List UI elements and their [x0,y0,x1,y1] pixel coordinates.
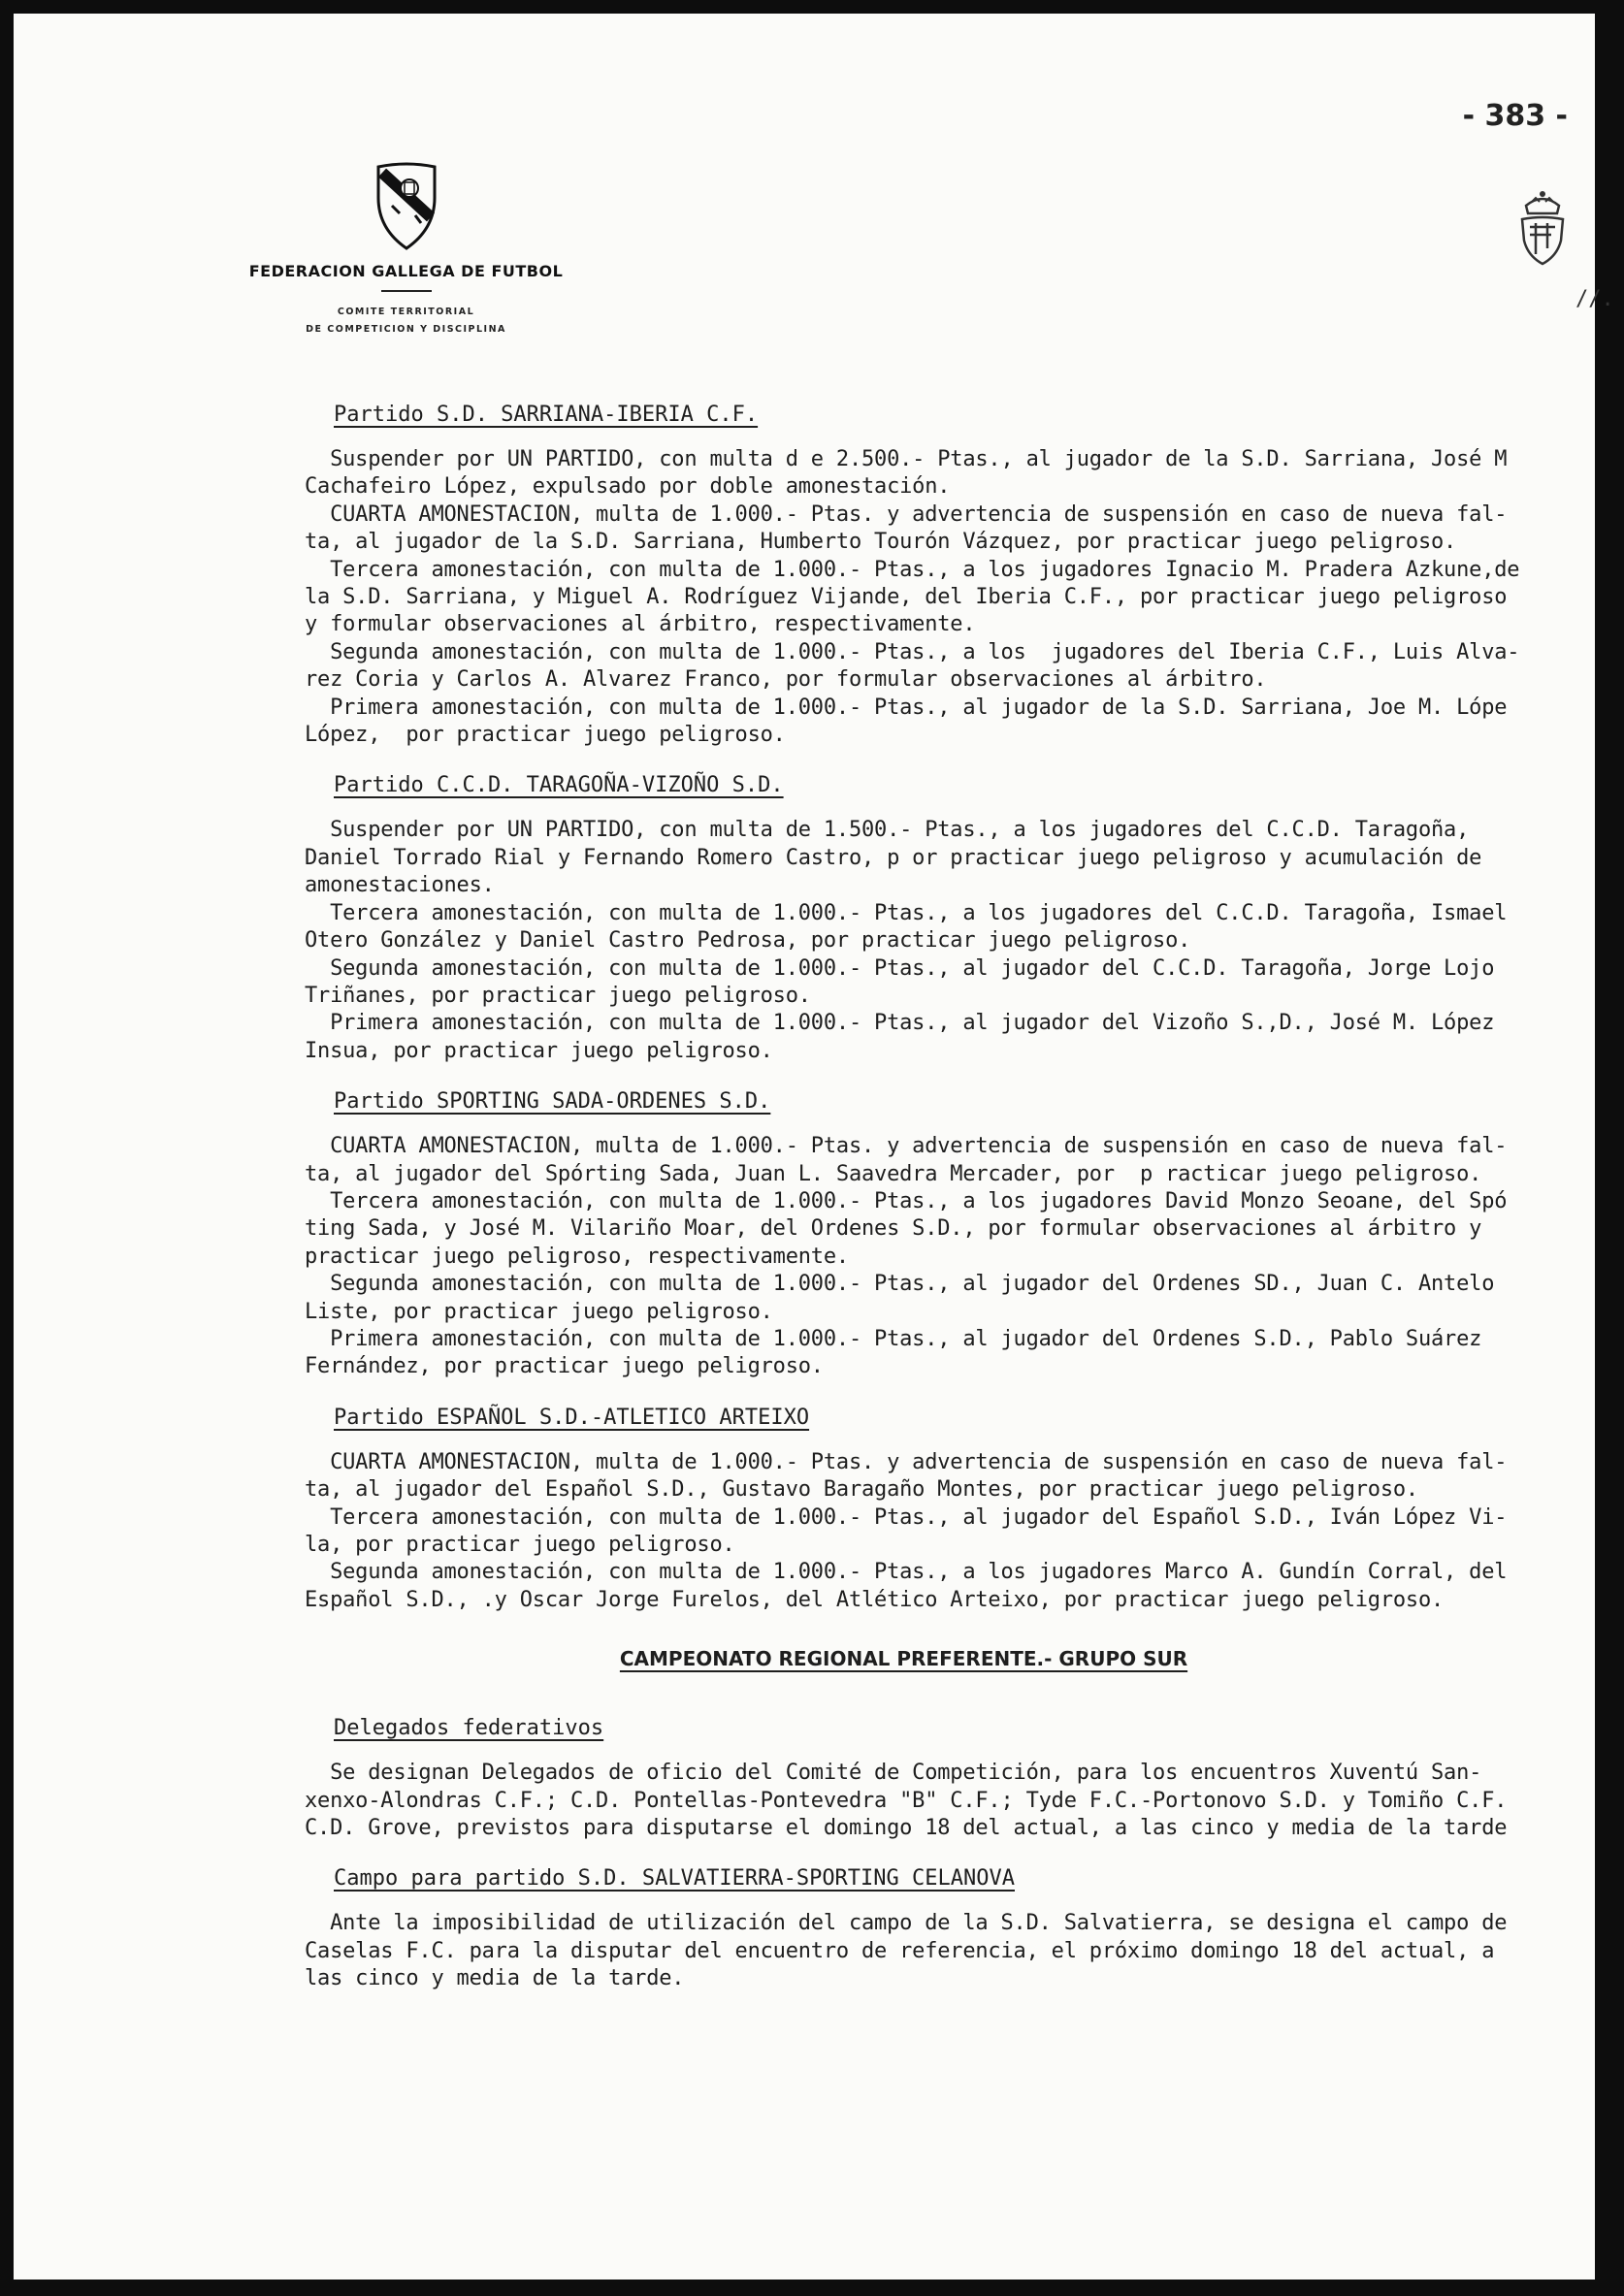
paragraph: Se designan Delegados de oficio del Comité de Competición, para los encuentros Xuventú San- xenxo-Alondras C.F.; C.D. Pontellas-Pontevedra "B" C.F.; Tyde F.C.-Portonovo S.D. y Tomiño C.F. C.D. Grove, previstos para disputarse el domingo 18 del actual, a las cinco y media de la tarde [305,1761,1508,1841]
section-heading: Partido C.C.D. TARAGOÑA-VIZOÑO S.D. [334,773,784,798]
section-delegados [305,1715,1609,1842]
paragraph: CUARTA AMONESTACION, multa de 1.000.- Ptas. y advertencia de suspensión en caso de nueva fal- ta, al jugador de la S.D. Sarriana, Humberto Tourón Vázquez, por practicar juego peligroso. [305,501,1508,555]
committee-line-1: COMITE TERRITORIAL [337,307,475,317]
section-heading: Partido ESPAÑOL S.D.-ATLETICO ARTEIXO [334,1405,810,1430]
paragraph: CUARTA AMONESTACION, multa de 1.000.- Ptas. y advertencia de suspensión en caso de nueva fal- ta, al jugador del Spórting Sada, Juan L. Saavedra Mercader, por p racticar juego peligroso. [305,1134,1508,1186]
paragraph: Segunda amonestación, con multa de 1.000.- Ptas., al jugador del Ordenes SD., Juan C. Antelo Liste, por practicar juego peligroso. [305,1272,1495,1324]
section-heading: Partido SPORTING SADA-ORDENES S.D. [334,1089,771,1115]
letterhead [239,159,573,339]
continuation-mark: //. [1575,287,1614,311]
document-body [305,402,1609,1993]
paragraph: Tercera amonestación, con multa de 1.000.- Ptas., a los jugadores Ignacio M. Pradera Azkune,de la S.D. Sarriana, y Miguel A. Rodríguez Vijande, del Iberia C.F., por practicar juego peligroso y formular observaciones al árbitro, respectivamente. [305,557,1520,637]
section-heading: Delegados federativos [334,1716,604,1741]
paragraph: Tercera amonestación, con multa de 1.000.- Ptas., a los jugadores David Monzo Seoane, del Spó ting Sada, y José M. Vilariño Moar, del Ordenes S.D., por formular observaciones al árbitro y practicar juego peligroso, respectivamente. [305,1188,1508,1269]
paragraph: Primera amonestación, con multa de 1.000.- Ptas., al jugador del Vizoño S.,D., José M. López Insua, por practicar juego peligroso. [305,1011,1495,1063]
paragraph: Tercera amonestación, con multa de 1.000.- Ptas., al jugador del Español S.D., Iván López Vi- la, por practicar juego peligroso. [305,1504,1508,1557]
section-heading: Campo para partido S.D. SALVATIERRA-SPORTING CELANOVA [334,1866,1015,1892]
section-taragona-vizono [305,772,1609,1065]
paragraph: Primera amonestación, con multa de 1.000.- Ptas., al jugador de la S.D. Sarriana, Joe M. Lópe López, por practicar juego peligroso. [305,695,1508,748]
federation-name: FEDERACION GALLEGA DE FUTBOL [248,262,564,280]
page-number: - 383 - [1462,99,1568,133]
section-sporting-sada-ordenes [305,1088,1609,1381]
paragraph: Tercera amonestación, con multa de 1.000.- Ptas., a los jugadores del C.C.D. Taragoña, Ismael Otero González y Daniel Castro Pedrosa, por practicar juego peligroso. [305,900,1508,954]
paragraph: CUARTA AMONESTACION, multa de 1.000.- Ptas. y advertencia de suspensión en caso de nueva fal- ta, al jugador del Español S.D., Gustavo Baragaño Montes, por practicar juego peligroso. [305,1449,1508,1503]
paragraph: Segunda amonestación, con multa de 1.000.- Ptas., a los jugadores Marco A. Gundín Corral, del Español S.D., .y Oscar Jorge Furelos, del Atlético Arteixo, por practicar juego peligroso. [305,1560,1508,1612]
gallega-shield-crest-icon [373,159,440,252]
paragraph: Segunda amonestación, con multa de 1.000.- Ptas., a los jugadores del Iberia C.F., Luis Alva- rez Coria y Carlos A. Alvarez Franco, por formular observaciones al árbitro. [305,639,1520,693]
paragraph: Primera amonestación, con multa de 1.000.- Ptas., al jugador del Ordenes S.D., Pablo Suárez Fernández, por practicar juego peligroso. [305,1326,1482,1379]
divider [381,290,432,292]
section-espanol-arteixo [305,1405,1609,1614]
paragraph: Suspender por UN PARTIDO, con multa de 1.500.- Ptas., a los jugadores del C.C.D. Taragoña, Daniel Torrado Rial y Fernando Romero Castro, p or practicar juego peligroso y acumulación de amonestaciones. [305,818,1482,898]
section-campo-salvatierra [305,1865,1609,1992]
section-heading: Partido S.D. SARRIANA-IBERIA C.F. [334,403,759,427]
document-page [14,14,1614,2280]
paragraph: Ante la imposibilidad de utilización del campo de la S.D. Salvatierra, se designa el campo de Caselas F.C. para la disputar del encuentro de referencia, el próximo domingo 18 del actual, a las cinco y media de la tarde. [305,1911,1508,1991]
committee-line-2: DE COMPETICION Y DISCIPLINA [306,324,506,335]
group-heading: CAMPEONATO REGIONAL PREFERENTE.- GRUPO SUR [619,1647,1188,1671]
section-sarriana-iberia [305,402,1609,749]
paragraph: Suspender por UN PARTIDO, con multa d e 2.500.- Ptas., al jugador de la S.D. Sarriana, José M Cachafeiro López, expulsado por doble amonestación. [305,447,1508,500]
rfef-crown-emblem-icon [1512,184,1573,268]
paragraph: Segunda amonestación, con multa de 1.000.- Ptas., al jugador del C.C.D. Taragoña, Jorge Lojo Triñanes, por practicar juego peligroso. [305,955,1495,1008]
